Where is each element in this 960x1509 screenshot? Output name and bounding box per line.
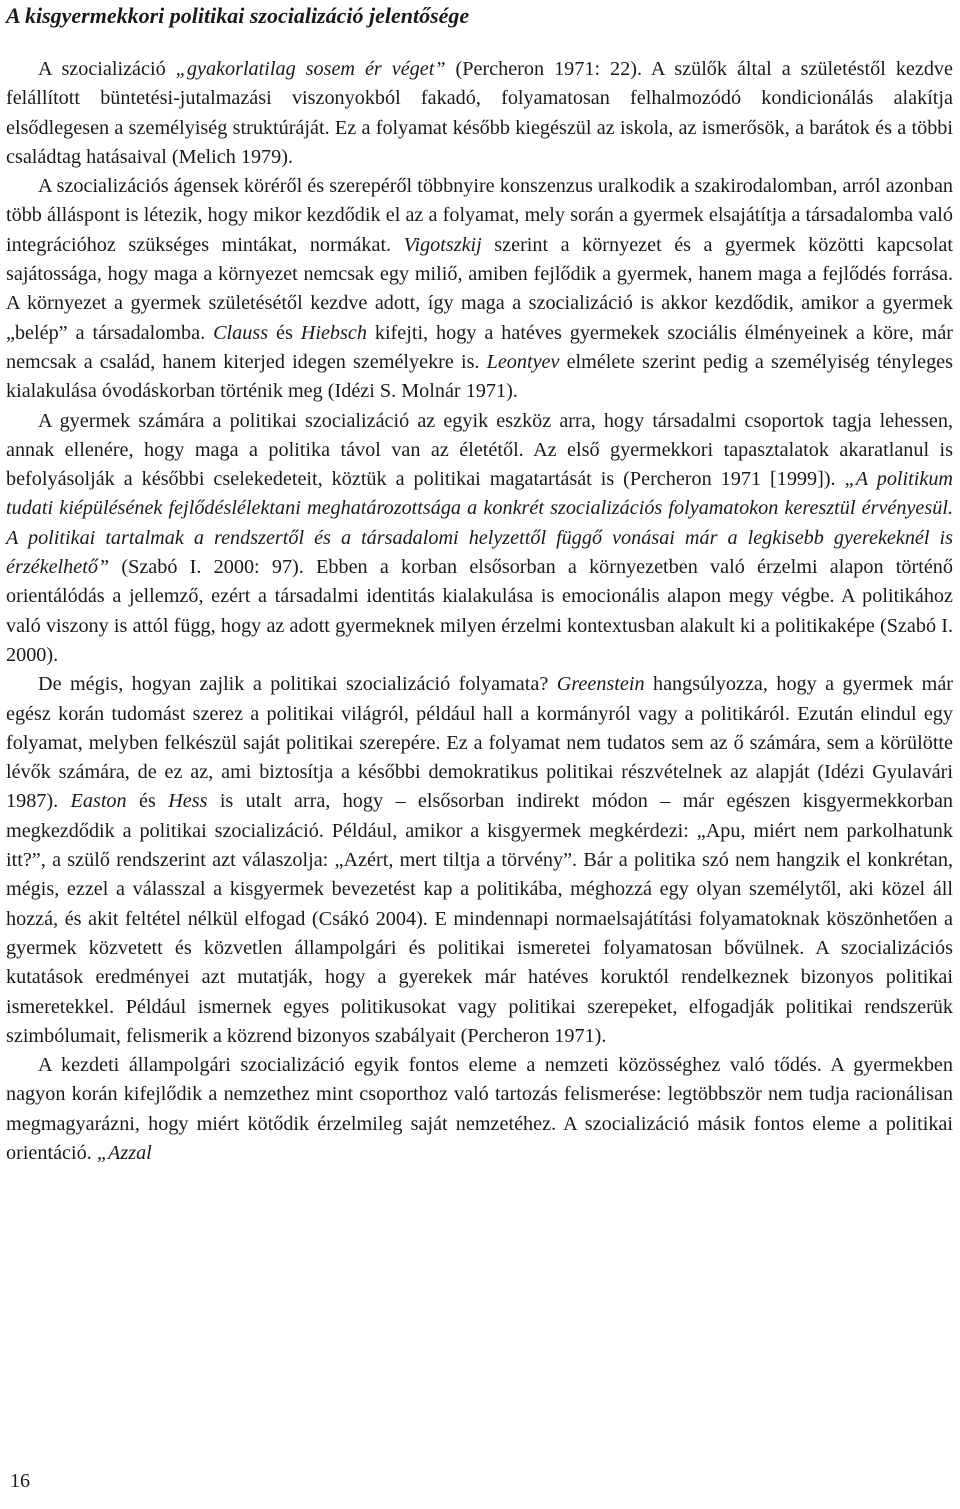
text-run: (Szabó I. 2000: 97). Ebben a korban elsősorban a környezetben való érzelmi alapon történő orientálódás a jellemző, ezért a társadalmi identitás kialakulása is emocionális alapon megy végbe. A politikához való viszony is attól függ, hogy az adott gyermeknek milyen érzelmi kontextusban alakult ki a politikaképe (Szabó I. 2000). [6, 556, 953, 666]
italic-text: Greenstein [556, 673, 645, 696]
italic-text: Hiebsch [300, 321, 367, 344]
text-run: A kezdeti állampolgári szocializáció egyik fontos eleme a nemzeti közösséghez való tődés. A gyermekben nagyon korán kifejlődik a nemzethez mint csoporthoz való tartozás felismerése: legtöbbször nem tudja racionálisan megmagyarázni, hogy miért kötődik érzelmileg saját nemzetéhez. A szocializáció másik fontos eleme a politikai orientáció. [6, 1054, 953, 1164]
italic-text: Easton [70, 790, 127, 813]
text-run: De mégis, hogyan zajlik a politikai szocializáció folyamata? [38, 673, 557, 696]
section-heading: A kisgyermekkori politikai szocializáció jelentősége [6, 3, 470, 28]
italic-text: Clauss [213, 321, 269, 344]
text-run: A gyermek számára a politikai szocializáció az egyik eszköz arra, hogy társadalmi csoportok tagja lehessen, annak ellenére, hogy maga a politika távol van az életétől. Az első gyermekkori tapasztalatok akaratlanul is befolyásolják a későbbi cselekedeteit, köztük a politikai magatartását is (Percheron 1971 [1999]). [6, 409, 953, 491]
text-run: hangsúlyozza, hogy a gyermek már egész korán tudomást szerez a politikai világról, például hall a kormányról vagy a politikáról. Ezután elindul egy folyamat, melyben felkészül saját politikai szerepére. Ez a folyamat nem tudatos sem az ő számára, sem a körülötte lévők számára, de ez az, ami biztosítja a későbbi demokratikus politikai részvételnek az alapját (Idézi Gyulavári 1987). [6, 673, 954, 813]
text-run: A szocializációs ágensek köréről és szerepéről többnyire konszenzus uralkodik a szakirodalomban, arról azonban több álláspont is létezik, hogy mikor kezdődik el az a folyamat, mely során a gyermek elsajátítja a társadalomba való integrációhoz szükséges mintákat, normákat. [6, 175, 953, 256]
text-run: (Percheron 1971: 22). A szülők által a születéstől kezdve felállított büntetési-jutalmazási viszonyokból fakadó, folyamatosan felhalmozódó kondicionálás alakítja elsődlegesen a személyiség struktúráját. Ez a folyamat később kiegészül az iskola, az ismerősök, a barátok és a többi családtag hatásaival (Melich 1979). [6, 58, 953, 168]
text-run: és [126, 790, 169, 813]
paragraph [6, 55, 953, 172]
italic-text: Leontyev [486, 350, 560, 373]
text-run: elmélete szerint pedig a személyiség tényleges kialakulása óvodáskorban történik meg (Idézi S. Molnár 1971). [6, 350, 953, 403]
paragraph [6, 670, 953, 1051]
italic-text: Hess [168, 790, 208, 813]
text-run: A szocializáció [38, 58, 176, 80]
italic-text: „Azzal [96, 1141, 152, 1164]
text-run: kifejti, hogy a hatéves gyermekek szociális élményeinek a köre, már nemcsak a család, hanem kiterjed idegen személyekre is. [6, 321, 954, 373]
italic-text: Vigotszkij [403, 233, 482, 256]
text-run: is utalt arra, hogy – elsősorban indirekt módon – már egészen kisgyermekkorban megkezdődik a politikai szocializáció. Például, amikor a kisgyermek megkérdezi: „Apu, miért nem parkolhatunk itt?”, a szülő rendszerint azt válaszolja: „Azért, mert tiltja a törvény”. Bár a politika szó nem hangzik el konkrétan, mégis, ezzel a válasszal a kisgyermek bevezetést kap a politikába, méghozzá egy olyan személytől, aki közel áll hozzá, és akit feltétel nélkül elfogad (Csákó 2004). E mindennapi normaelsajátítási folyamatoknak köszönhetően a gyermek közvetett és közvetlen állampolgári és politikai ismeretei folyamatosan bővülnek. A szocializációs kutatások eredményei azt mutatják, hogy a gyerekek már hatéves koruktól rendelkeznek bizonyos politikai ismeretekkel. Például ismernek egyes politikusokat vagy politikai szerepeket, elfogadják politikai rendszerük szimbólumait, felismerik a közrend bizonyos szabályait (Percheron 1971). [6, 790, 953, 1047]
italic-text: „gyakorlatilag sosem ér véget” [175, 58, 446, 80]
text-run: szerint a környezet és a gyermek közötti kapcsolat sajátossága, hogy maga a környezet nemcsak egy miliő, amiben fejlődik a gyermek, hanem maga a fejlődés forrása. A környezet a gyermek születésétől kezdve adott, így maga a szocializáció is akkor kezdődik, amikor a gyermek „belép” a társadalomba. [6, 233, 953, 344]
page-number: 16 [10, 1470, 30, 1492]
text-run: és [268, 321, 301, 344]
paragraph [6, 1051, 953, 1168]
italic-text: „A politikum tudati kiépülésének fejlődéslélektani meghatározottsága a konkrét szocializációs folyamatokon keresztül érvényesül. A politikai tartalmak a rendszertől és a társadalomi helyzettől függő vonásai már a legkisebb gyerekeknél is érzékelhető” [6, 468, 953, 579]
body-text [6, 55, 953, 1168]
paragraph [6, 407, 953, 671]
document-page [6, 0, 953, 1168]
paragraph [6, 172, 953, 406]
